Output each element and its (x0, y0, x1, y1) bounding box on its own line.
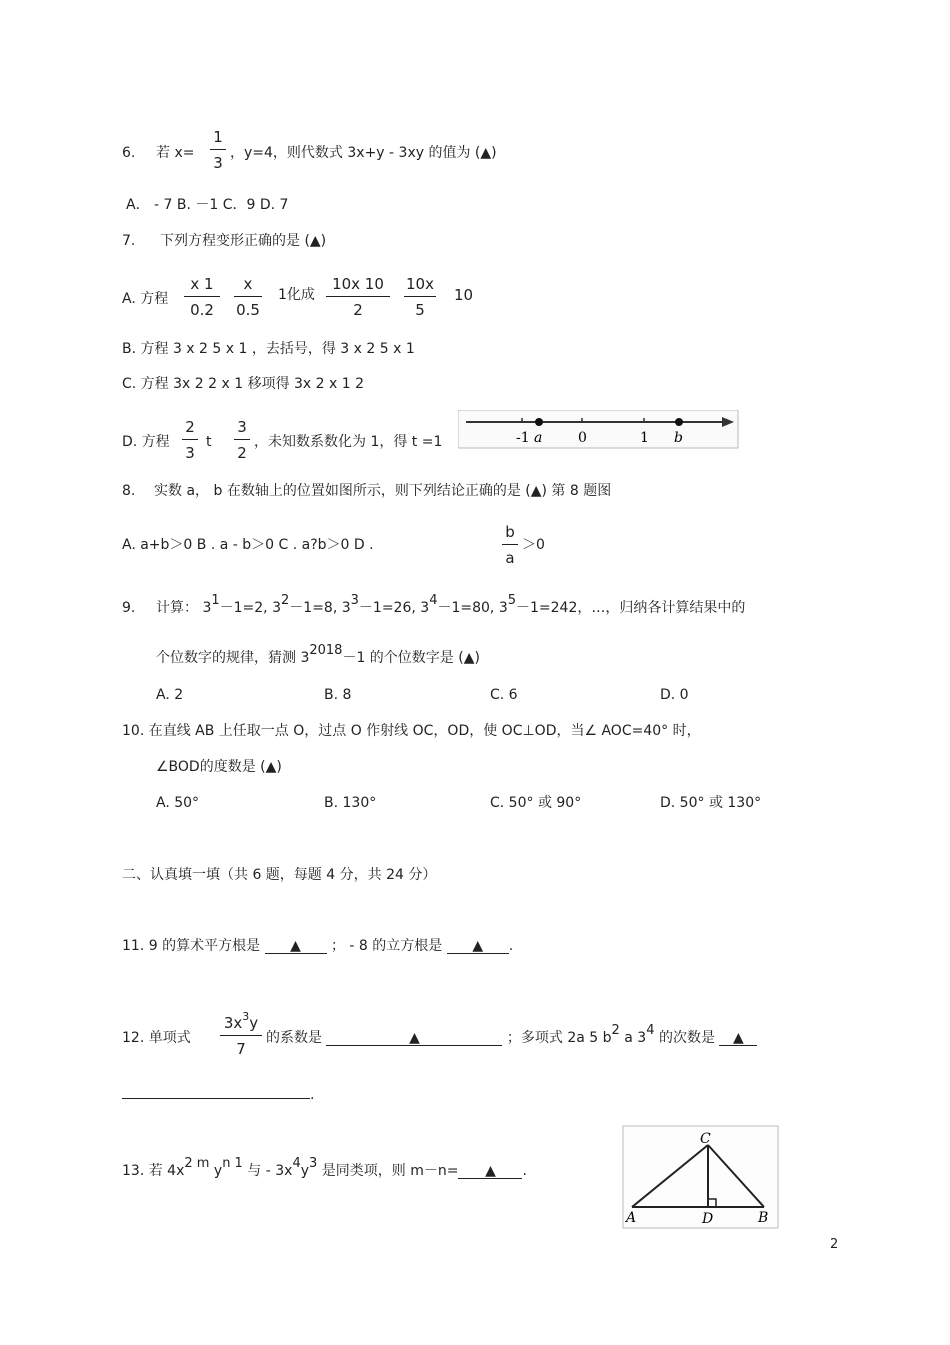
q8-options: A. a+b＞0 B . a - b＞0 C . a?b＞0 D . (122, 537, 374, 553)
label-C: C (700, 1131, 711, 1147)
q13: 13. 若 4x2 m yn 1 与 - 3x4y3 是同类项，则 m－n= ▲ . (122, 1156, 527, 1179)
q12-blank1: ▲ (326, 1031, 502, 1046)
q12-rest: 的系数是 ▲ ；多项式 2a 5 b2 a 34 的次数是 ▲ (266, 1031, 757, 1046)
q6-pre: 若 x= (156, 145, 195, 161)
q12-blank2-continued (122, 1084, 310, 1099)
q8-stem: 实数 a， b 在数轴上的位置如图所示，则下列结论正确的是 (▲) 第 8 题图 (154, 483, 612, 499)
q7-d-frac1: 2 3 (182, 420, 198, 461)
q10-option-c: C. 50° 或 90° (490, 795, 582, 811)
q8-d-fraction: b a (502, 525, 518, 566)
label-A: A (626, 1210, 637, 1226)
label-neg1: -1 (516, 430, 530, 446)
q7-d-t: t (206, 434, 212, 450)
q7-a-frac4: 10x 5 (404, 277, 436, 318)
label-D: D (702, 1211, 714, 1227)
q7-d-frac2: 3 2 (234, 420, 250, 461)
section-2-heading: 二、认真填一填（共 6 题，每题 4 分，共 24 分） (122, 867, 437, 883)
q9-option-d: D. 0 (660, 687, 689, 703)
q7-a-mid: 1化成 (278, 287, 315, 303)
page-number: 2 (830, 1237, 839, 1252)
q6-options: A． - 7 B. －1 C．9 D. 7 (126, 197, 289, 213)
q7-a-end: 10 (454, 286, 474, 304)
q7-a-frac2: x 0.5 (234, 277, 262, 318)
q10-option-d: D. 50° 或 130° (660, 795, 762, 811)
q7-d-label: D. 方程 (122, 434, 170, 450)
q9-number: 9. (122, 600, 136, 616)
q7-a-frac1: x 1 0.2 (184, 277, 220, 318)
q7-a-frac3: 10x 10 2 (326, 277, 390, 318)
q12-blank2: ▲ (719, 1031, 757, 1046)
q6-fraction: 1 3 (210, 130, 226, 171)
q10-line1: 10. 在直线 AB 上任取一点 O，过点 O 作射线 OC，OD，使 OC⊥OD，当∠ AOC=40° 时， (122, 723, 701, 739)
q12-fraction: $3x^3y$ 7 (220, 1016, 262, 1057)
q7-option-b: B. 方程 3 x 2 5 x 1 ，去括号，得 3 x 2 5 x 1 (122, 341, 415, 357)
point-b (675, 418, 683, 426)
label-b: b (674, 430, 683, 446)
q12-line2: . (122, 1084, 314, 1102)
q7-a-label: A. 方程 (122, 291, 169, 307)
q8-number: 8. (122, 483, 136, 499)
number-line-figure (458, 410, 740, 450)
q9-line2: 个位数字的规律，猜测 32018－1 的个位数字是 (▲) (156, 643, 480, 666)
label-zero: 0 (578, 430, 587, 446)
q7-number: 7. (122, 233, 136, 249)
label-one: 1 (640, 430, 649, 446)
q10-option-b: B. 130° (324, 795, 377, 811)
point-a (535, 418, 543, 426)
q9-option-b: B. 8 (324, 687, 352, 703)
q10-option-a: A. 50° (156, 795, 200, 811)
q12-pre: 12. 单项式 (122, 1030, 191, 1046)
q6-post: ，y=4，则代数式 3x+y - 3xy 的值为 (▲) (230, 145, 497, 161)
number-line-frame (458, 410, 738, 448)
q10-line2: ∠BOD的度数是 (▲) (156, 759, 282, 775)
q8-d-end: ＞0 (522, 537, 545, 553)
q9-line1: 计算： 31－1=2, 32－1=8, 33－1=26, 34－1=80, 35－1=242，…，归纳各计算结果中的 (156, 593, 746, 616)
q9-option-c: C. 6 (490, 687, 518, 703)
triangle-figure (622, 1125, 780, 1229)
q7-d-end: ，未知数系数化为 1，得 t =1 (254, 434, 443, 450)
q9-option-a: A. 2 (156, 687, 184, 703)
label-a: a (534, 430, 543, 446)
label-B: B (758, 1210, 769, 1226)
q7-stem: 下列方程变形正确的是 (▲) (160, 233, 327, 249)
q11: 11. 9 的算术平方根是 ▲ ； - 8 的立方根是 ▲ . (122, 938, 514, 954)
q7-option-c: C. 方程 3x 2 2 x 1 移项得 3x 2 x 1 2 (122, 376, 365, 392)
q13-blank: ▲ (458, 1164, 522, 1179)
q6-number: 6. (122, 145, 136, 161)
q11-blank2: ▲ (447, 939, 509, 954)
q11-blank1: ▲ (265, 939, 327, 954)
